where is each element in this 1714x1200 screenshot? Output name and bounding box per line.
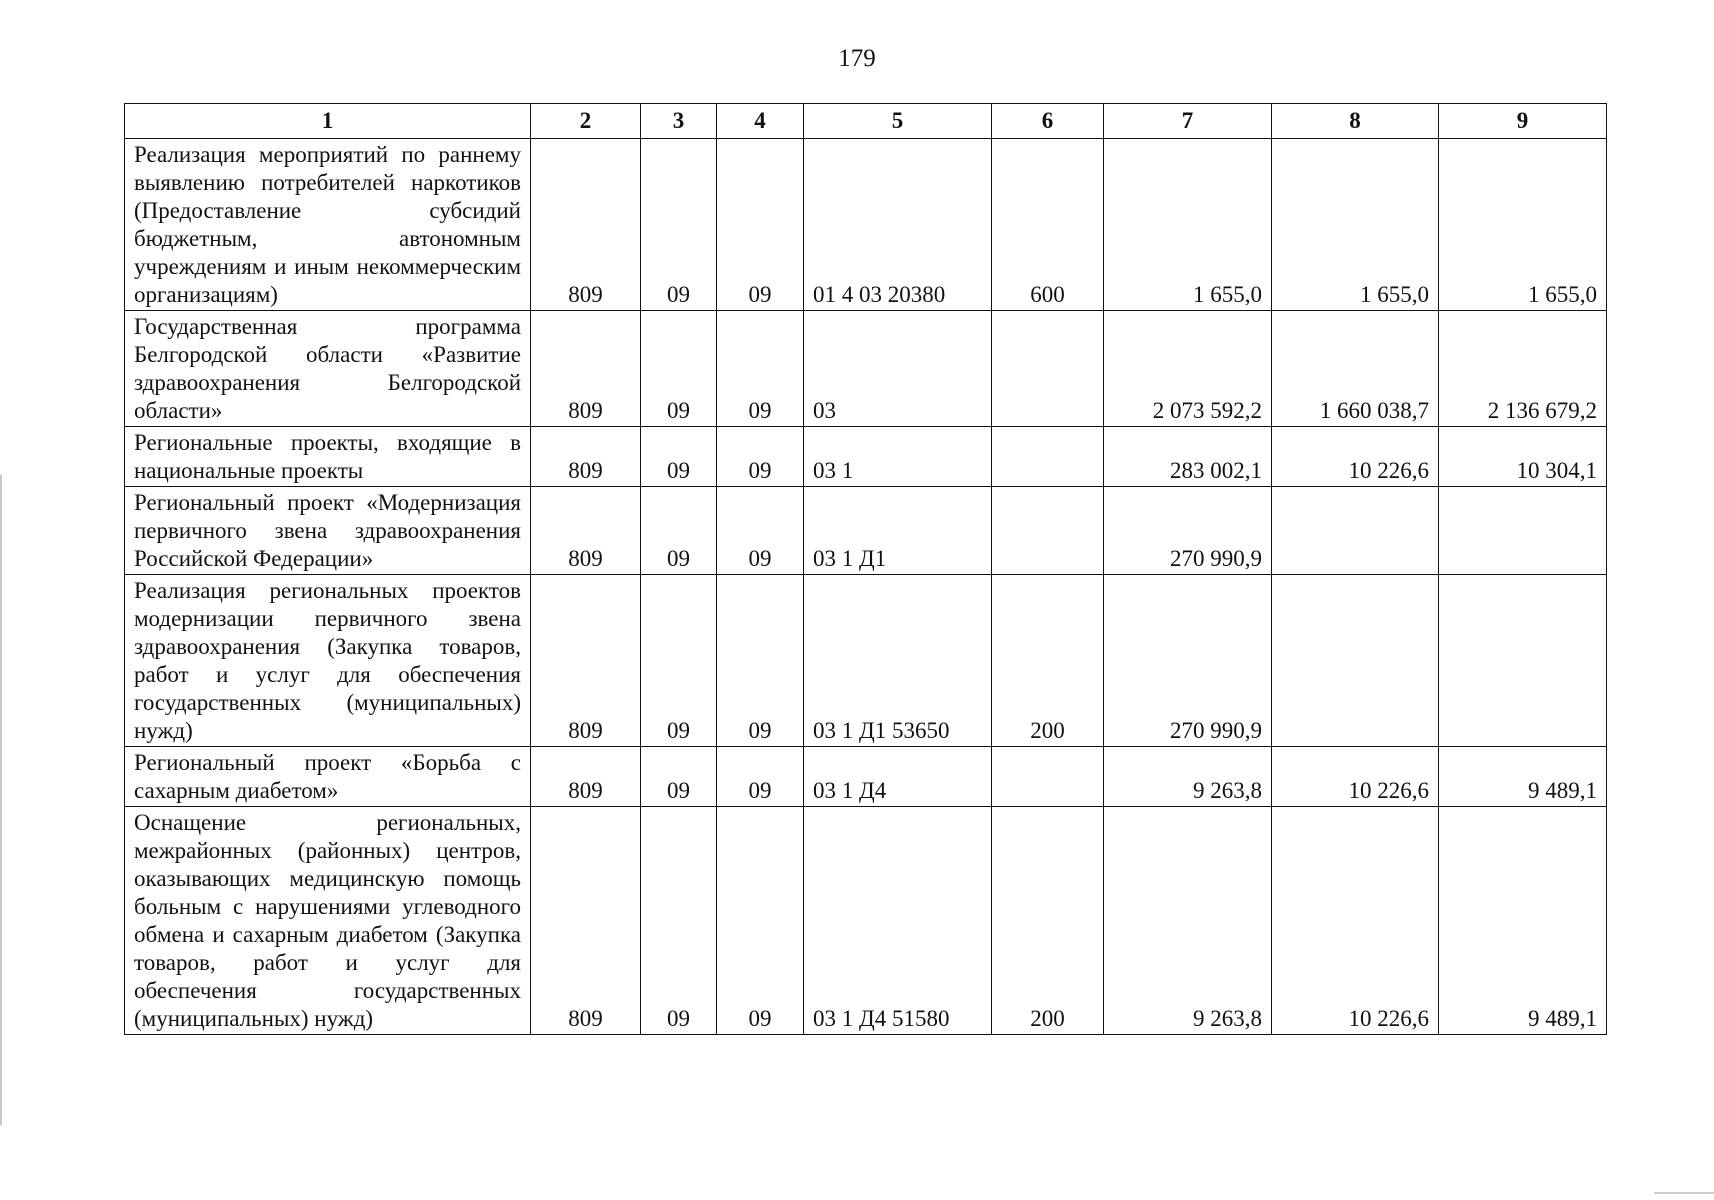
target-article-code: 03 1 Д1 bbox=[804, 487, 992, 575]
expense-type-code bbox=[992, 311, 1104, 427]
amount-col-7: 283 002,1 bbox=[1104, 427, 1272, 487]
ministry-code: 809 bbox=[531, 807, 641, 1035]
column-header-9: 9 bbox=[1439, 104, 1607, 139]
expense-type-code bbox=[992, 427, 1104, 487]
column-header-2: 2 bbox=[531, 104, 641, 139]
row-name: Региональный проект «Модернизация первичного звена здравоохранения Российской Федерации» bbox=[125, 487, 531, 575]
section-code: 09 bbox=[641, 747, 717, 807]
section-code: 09 bbox=[641, 139, 717, 311]
section-code: 09 bbox=[641, 487, 717, 575]
expense-type-code: 200 bbox=[992, 575, 1104, 747]
table-row bbox=[125, 747, 1607, 807]
scan-edge-line bbox=[1654, 1192, 1714, 1194]
amount-col-9: 2 136 679,2 bbox=[1439, 311, 1607, 427]
target-article-code: 03 bbox=[804, 311, 992, 427]
amount-col-8: 1 660 038,7 bbox=[1272, 311, 1439, 427]
ministry-code: 809 bbox=[531, 139, 641, 311]
header-row bbox=[125, 104, 1607, 139]
row-name: Государственная программа Белгородской области «Развитие здравоохранения Белгородской области» bbox=[125, 311, 531, 427]
ministry-code: 809 bbox=[531, 311, 641, 427]
table-row bbox=[125, 575, 1607, 747]
amount-col-7: 270 990,9 bbox=[1104, 487, 1272, 575]
subsection-code: 09 bbox=[717, 487, 804, 575]
row-name: Региональные проекты, входящие в национальные проекты bbox=[125, 427, 531, 487]
expense-type-code bbox=[992, 487, 1104, 575]
target-article-code: 03 1 Д4 bbox=[804, 747, 992, 807]
amount-col-9: 9 489,1 bbox=[1439, 807, 1607, 1035]
expense-type-code bbox=[992, 747, 1104, 807]
amount-col-8: 10 226,6 bbox=[1272, 427, 1439, 487]
subsection-code: 09 bbox=[717, 311, 804, 427]
column-header-7: 7 bbox=[1104, 104, 1272, 139]
column-header-1: 1 bbox=[125, 104, 531, 139]
amount-col-9 bbox=[1439, 575, 1607, 747]
section-code: 09 bbox=[641, 575, 717, 747]
page-number: 179 bbox=[838, 45, 876, 72]
expense-type-code: 600 bbox=[992, 139, 1104, 311]
budget-table bbox=[124, 103, 1607, 1035]
column-header-4: 4 bbox=[717, 104, 804, 139]
section-code: 09 bbox=[641, 311, 717, 427]
ministry-code: 809 bbox=[531, 575, 641, 747]
section-code: 09 bbox=[641, 807, 717, 1035]
ministry-code: 809 bbox=[531, 747, 641, 807]
amount-col-7: 270 990,9 bbox=[1104, 575, 1272, 747]
row-name: Реализация региональных проектов модернизации первичного звена здравоохранения (Закупка товаров, работ и услуг для обеспечения государственных (муниципальных) нужд) bbox=[125, 575, 531, 747]
subsection-code: 09 bbox=[717, 807, 804, 1035]
subsection-code: 09 bbox=[717, 427, 804, 487]
amount-col-8: 10 226,6 bbox=[1272, 747, 1439, 807]
row-name: Оснащение региональных, межрайонных (районных) центров, оказывающих медицинскую помощь больным с нарушениями углеводного обмена и сахарным диабетом (Закупка товаров, работ и услуг для обеспечения государственных (муниципальных) нужд) bbox=[125, 807, 531, 1035]
target-article-code: 01 4 03 20380 bbox=[804, 139, 992, 311]
amount-col-7: 1 655,0 bbox=[1104, 139, 1272, 311]
ministry-code: 809 bbox=[531, 487, 641, 575]
amount-col-8 bbox=[1272, 575, 1439, 747]
amount-col-7: 2 073 592,2 bbox=[1104, 311, 1272, 427]
table-row bbox=[125, 139, 1607, 311]
amount-col-9: 9 489,1 bbox=[1439, 747, 1607, 807]
amount-col-9 bbox=[1439, 487, 1607, 575]
table-row bbox=[125, 427, 1607, 487]
amount-col-7: 9 263,8 bbox=[1104, 807, 1272, 1035]
ministry-code: 809 bbox=[531, 427, 641, 487]
expense-type-code: 200 bbox=[992, 807, 1104, 1035]
column-header-6: 6 bbox=[992, 104, 1104, 139]
column-header-8: 8 bbox=[1272, 104, 1439, 139]
column-header-3: 3 bbox=[641, 104, 717, 139]
row-name: Региональный проект «Борьба с сахарным диабетом» bbox=[125, 747, 531, 807]
amount-col-9: 10 304,1 bbox=[1439, 427, 1607, 487]
table-row bbox=[125, 311, 1607, 427]
amount-col-7: 9 263,8 bbox=[1104, 747, 1272, 807]
column-header-5: 5 bbox=[804, 104, 992, 139]
subsection-code: 09 bbox=[717, 575, 804, 747]
subsection-code: 09 bbox=[717, 139, 804, 311]
subsection-code: 09 bbox=[717, 747, 804, 807]
target-article-code: 03 1 Д4 51580 bbox=[804, 807, 992, 1035]
table-row bbox=[125, 487, 1607, 575]
amount-col-8 bbox=[1272, 487, 1439, 575]
target-article-code: 03 1 Д1 53650 bbox=[804, 575, 992, 747]
scan-edge-line bbox=[0, 475, 2, 1125]
amount-col-8: 1 655,0 bbox=[1272, 139, 1439, 311]
target-article-code: 03 1 bbox=[804, 427, 992, 487]
section-code: 09 bbox=[641, 427, 717, 487]
row-name: Реализация мероприятий по раннему выявлению потребителей наркотиков (Предоставление субсидий бюджетным, автономным учреждениям и иным некоммерческим организациям) bbox=[125, 139, 531, 311]
amount-col-8: 10 226,6 bbox=[1272, 807, 1439, 1035]
table-row bbox=[125, 807, 1607, 1035]
amount-col-9: 1 655,0 bbox=[1439, 139, 1607, 311]
